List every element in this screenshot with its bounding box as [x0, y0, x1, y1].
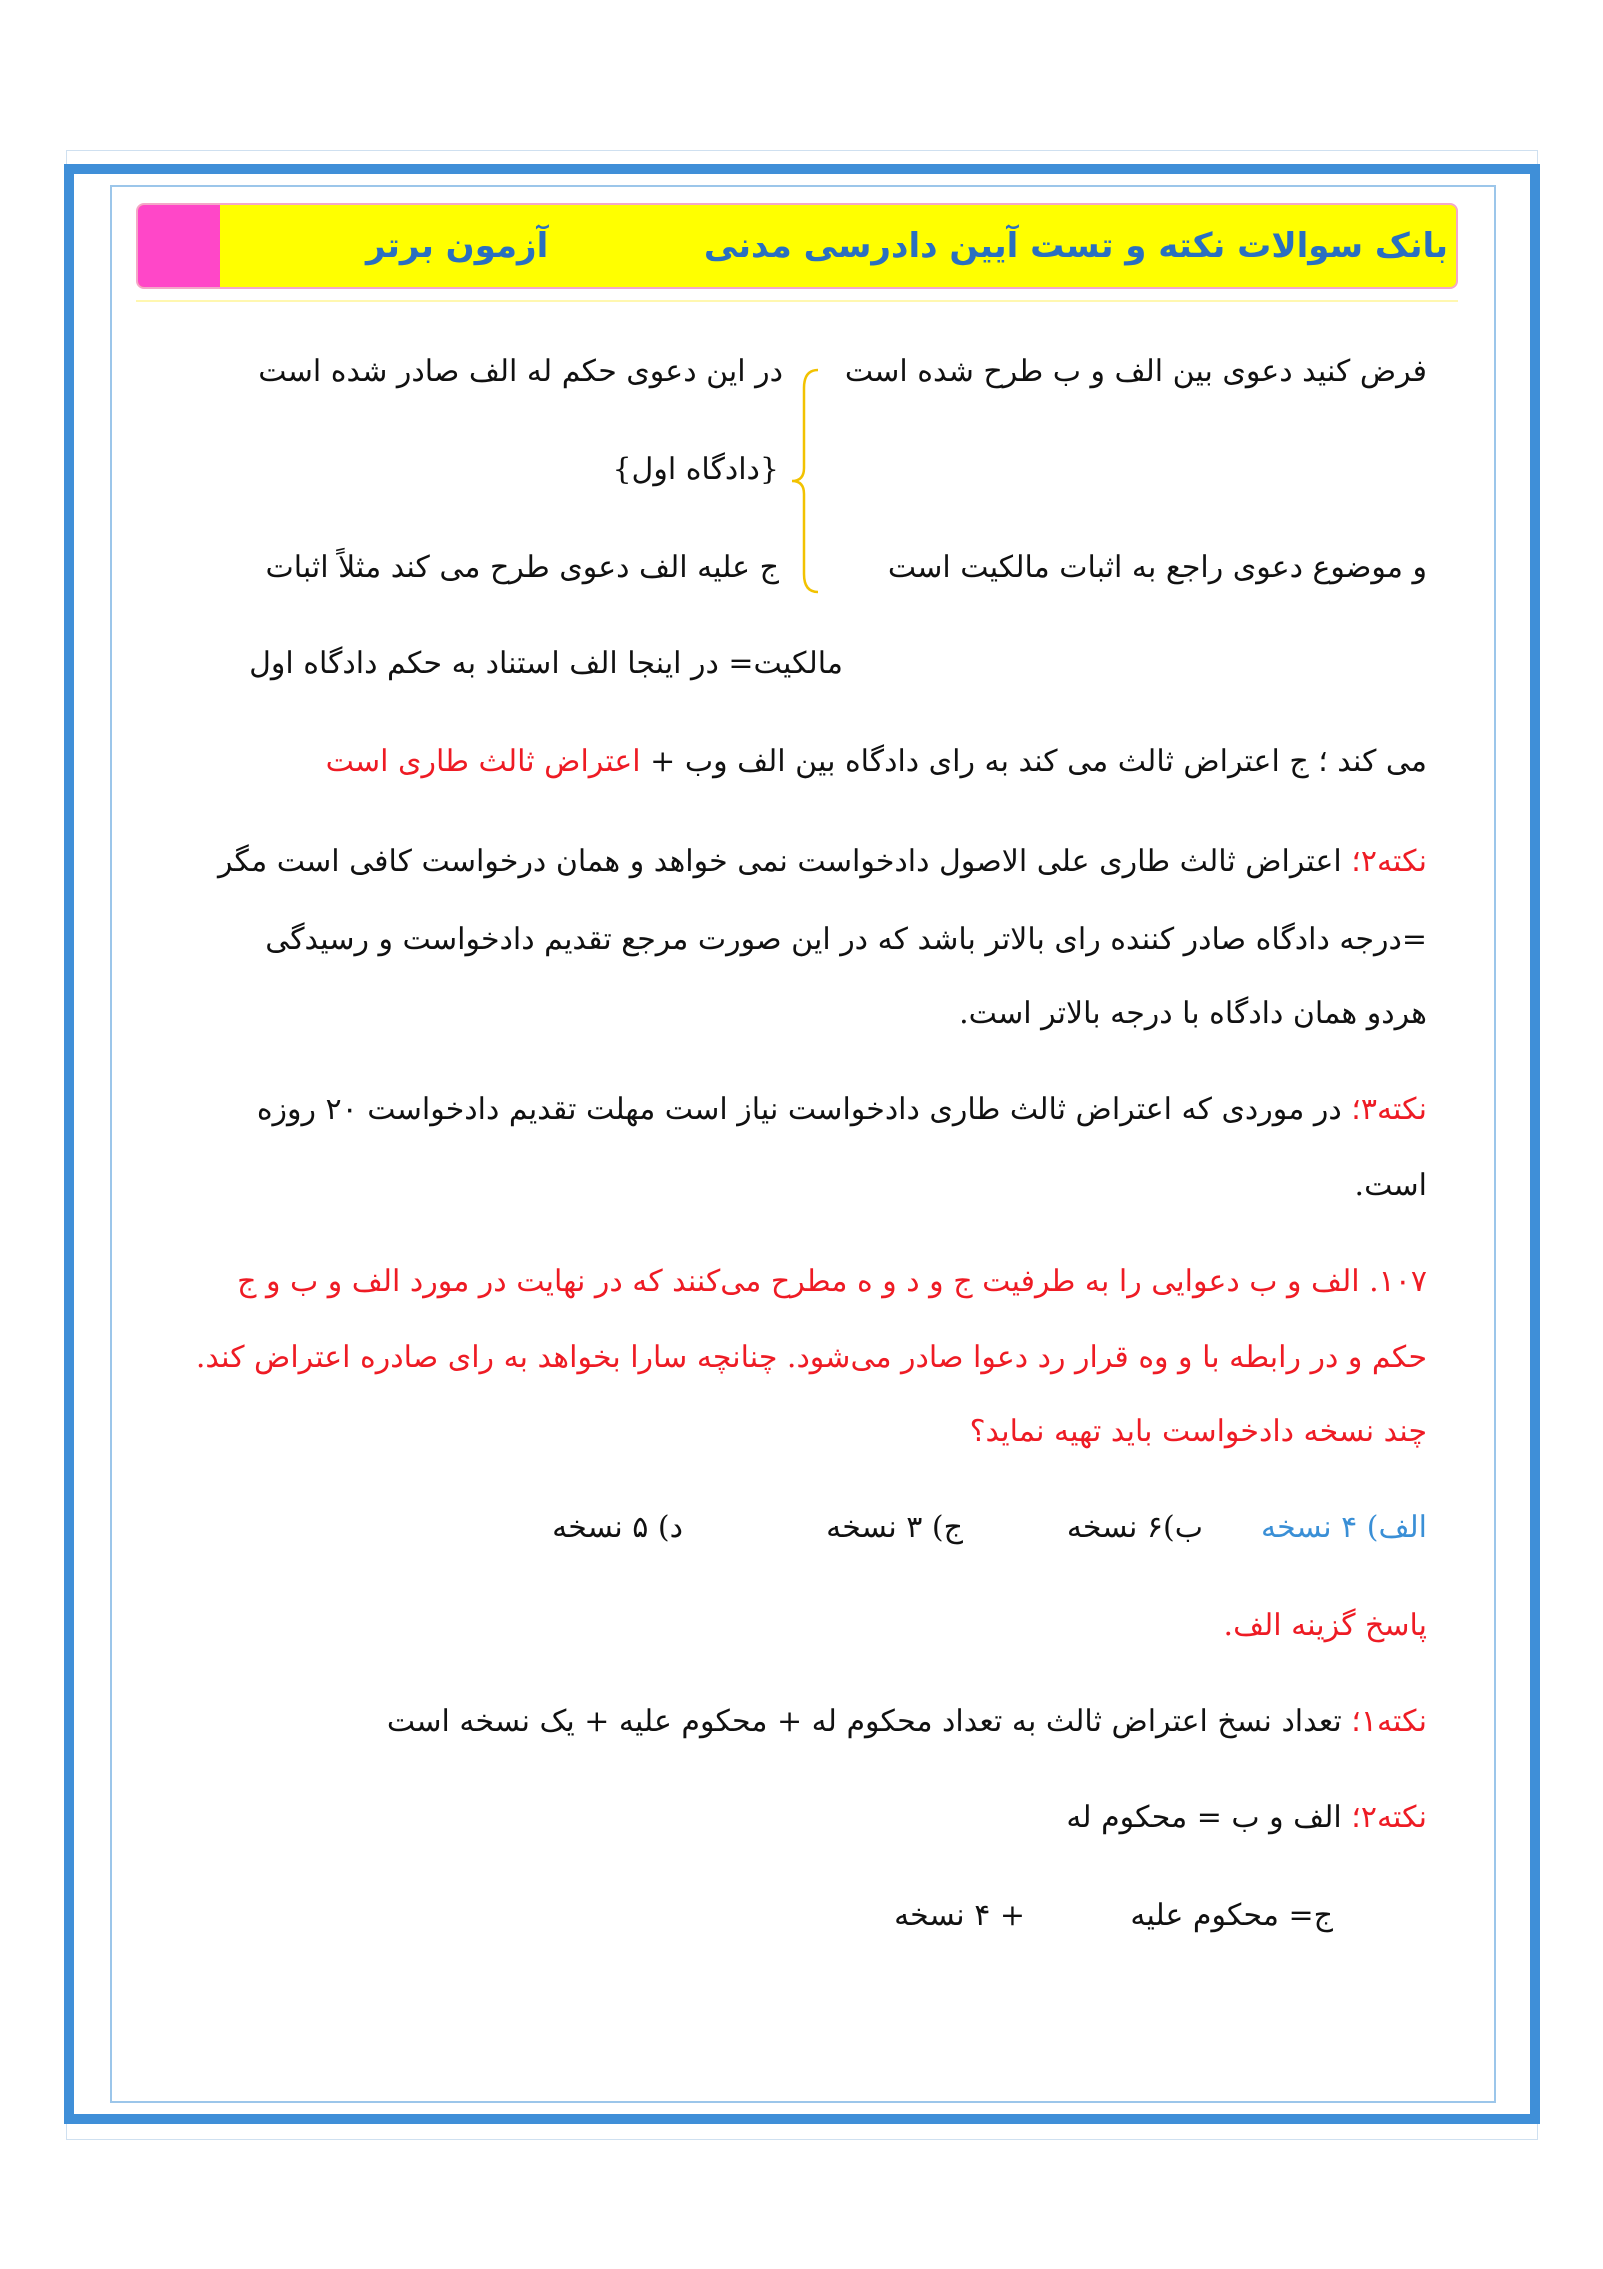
- option-b: ب)۶ نسخه: [1066, 1510, 1203, 1545]
- note2-text-1: اعتراض ثالث طاری علی الاصول دادخواست نمی خواهد و همان درخواست کافی است مگر: [217, 844, 1342, 879]
- note3-line-1: [257, 1090, 1427, 1130]
- note1b-text: تعداد نسخ اعتراض ثالث به تعداد محکوم له + محکوم علیه + یک نسخه است: [386, 1704, 1342, 1739]
- example-left-line-1: در این دعوی حکم له الف صادر شده است: [258, 354, 783, 389]
- note3-line-2: است.: [1354, 1168, 1427, 1203]
- header-brand: آزمون برتر: [366, 226, 549, 266]
- example-right-line-1: فرض کنید دعوی بین الف و ب طرح شده است: [844, 354, 1427, 389]
- header-underline: [136, 300, 1458, 302]
- note3-label: نکته۳؛: [1351, 1092, 1427, 1127]
- note1b-line: [387, 1702, 1427, 1742]
- para-1: [326, 742, 1427, 782]
- note2b-text: الف و ب = محکوم له: [1066, 1800, 1342, 1835]
- note2-line-2: =درجه دادگاه صادر کننده رای بالاتر باشد که در این صورت مرجع تقدیم دادخواست و رسیدگی: [265, 922, 1427, 957]
- note3-text-1: در موردی که اعتراض ثالث طاری دادخواست نیاز است مهلت تقدیم دادخواست ۲۰ روزه: [256, 1092, 1342, 1127]
- option-c: ج) ۳ نسخه: [826, 1510, 963, 1545]
- question-line-1: ۱۰۷. الف و ب دعوایی را به طرفیت ج و د و ه مطرح می‌کنند که در نهایت در مورد الف و ب و ج: [237, 1264, 1427, 1299]
- note2-label: نکته۲؛: [1351, 844, 1427, 879]
- note2b-label: نکته۲؛: [1351, 1800, 1427, 1835]
- calc-right: ج= محکوم علیه: [1130, 1898, 1333, 1933]
- example-right-line-2: و موضوع دعوی راجع به اثبات مالکیت است: [887, 550, 1427, 585]
- example-left-line-2: {دادگاه اول}: [612, 452, 779, 487]
- header-banner: [136, 203, 1458, 289]
- header-title: بانک سوالات نکته و تست آیین دادرسی مدنی: [703, 226, 1448, 266]
- para-1-highlight: اعتراض ثالث طاری است: [325, 744, 641, 779]
- curly-brace: [790, 368, 820, 594]
- header-pink-tab: [138, 205, 220, 287]
- question-line-3: چند نسخه دادخواست باید تهیه نماید؟: [969, 1414, 1427, 1449]
- note1b-label: نکته۱؛: [1351, 1704, 1427, 1739]
- note2-line-3: هردو همان دادگاه با درجه بالاتر است.: [959, 996, 1427, 1031]
- example-left-line-3: ج علیه الف دعوی طرح می کند مثلاً اثبات: [265, 550, 779, 585]
- option-d: د) ۵ نسخه: [552, 1510, 683, 1545]
- option-a: الف) ۴ نسخه: [1260, 1510, 1427, 1545]
- example-left-line-4: مالکیت= در اینجا الف استناد به حکم دادگاه اول: [249, 646, 843, 681]
- para-1-text: می کند ؛ ج اعتراض ثالث می کند به رای دادگاه بین الف وب +: [650, 744, 1427, 779]
- answer: پاسخ گزینه الف.: [1223, 1608, 1427, 1643]
- note2b-line: [1066, 1798, 1427, 1838]
- question-line-2: حکم و در رابطه با و وه قرار رد دعوا صادر می‌شود. چنانچه سارا بخواهد به رای صادره اعتراض کند.: [195, 1340, 1427, 1375]
- note2-line-1: [218, 842, 1427, 882]
- calc-left: + ۴ نسخه: [894, 1898, 1025, 1933]
